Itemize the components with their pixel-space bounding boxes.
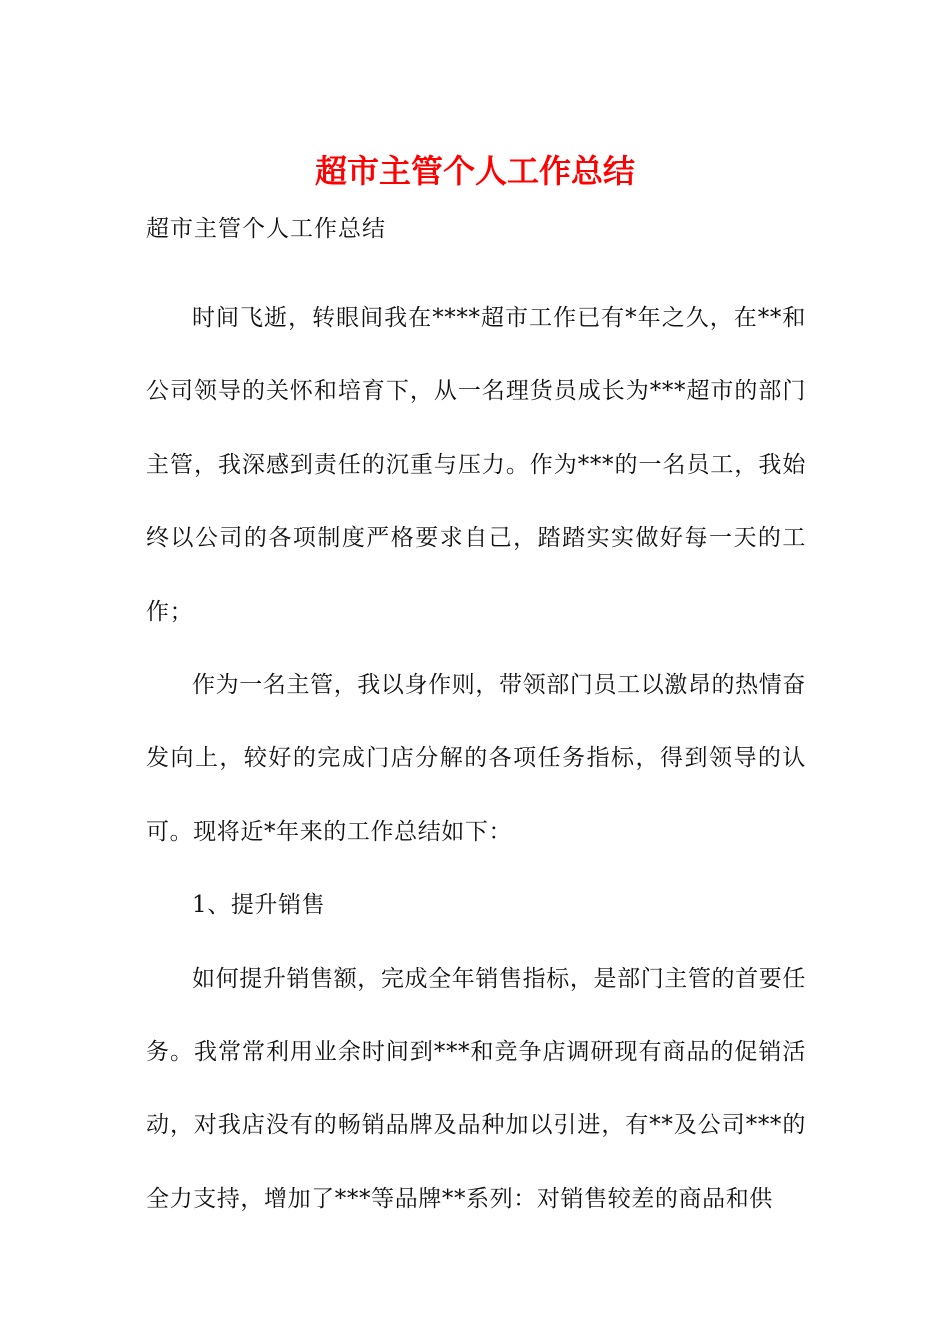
section-heading-sales: 1、提升销售 [192,892,326,919]
document-title: 超市主管个人工作总结 [314,152,635,190]
document-body [146,282,806,1236]
paragraph-intro: 时间飞逝，转眼间我在****超市工作已有*年之久，在**和公司领导的关怀和培育下，从一名理货员成长为***超市的部门主管，我深感到责任的沉重与压力。作为***的一名员工，我始终以公司的各项制度严格要求自己，踏踏实实做好每一天的工作； [146,305,806,625]
document-subtitle: 超市主管个人工作总结 [146,216,386,242]
paragraph-role: 作为一名主管，我以身作则，带领部门员工以激昂的热情奋发向上，较好的完成门店分解的各项任务指标，得到领导的认可。现将近*年来的工作总结如下： [146,672,806,845]
paragraph-sales: 如何提升销售额，完成全年销售指标，是部门主管的首要任务。我常常利用业余时间到***和竞争店调研现有商品的促销活动，对我店没有的畅销品牌及品种加以引进，有**及公司***的全力支持，增加了***等品牌**系列：对销售较差的商品和供 [146,965,806,1212]
